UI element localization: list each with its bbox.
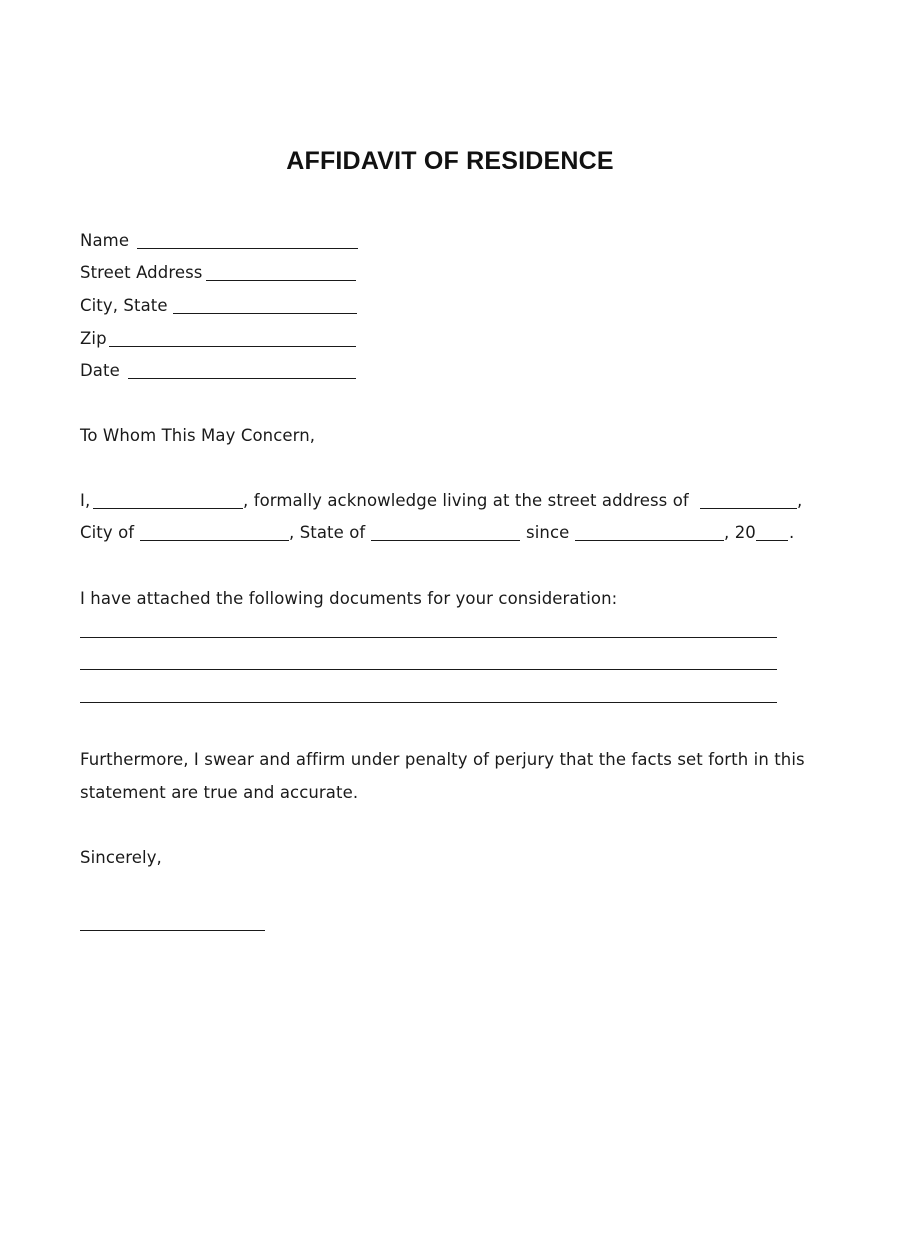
street-address-field[interactable] xyxy=(206,280,356,281)
city-field[interactable] xyxy=(140,540,289,541)
document-title: AFFIDAVIT OF RESIDENCE xyxy=(286,147,614,175)
city-state-field[interactable] xyxy=(173,313,357,314)
since-date-field[interactable] xyxy=(575,540,724,541)
attachments-intro: I have attached the following documents for your consideration: xyxy=(80,589,618,608)
name-field[interactable] xyxy=(137,248,358,249)
year-field[interactable] xyxy=(756,540,788,541)
zip-label: Zip xyxy=(80,329,107,348)
city-state-label: City, State xyxy=(80,296,168,315)
name-label: Name xyxy=(80,231,130,250)
attachment-line[interactable] xyxy=(80,702,777,703)
attachment-line[interactable] xyxy=(80,637,777,638)
statement-part1: , formally acknowledge living at the street address of xyxy=(243,491,689,510)
statement-end: . xyxy=(789,523,795,542)
year-prefix: , 20 xyxy=(724,523,756,542)
closing: Sincerely, xyxy=(80,848,162,867)
since-label: since xyxy=(526,523,570,542)
street-address-label: Street Address xyxy=(80,263,203,282)
salutation: To Whom This May Concern, xyxy=(80,426,316,445)
statement-prefix: I, xyxy=(80,491,91,510)
state-of-label: , State of xyxy=(289,523,366,542)
state-field[interactable] xyxy=(371,540,520,541)
statement-part2: , xyxy=(797,491,803,510)
date-label: Date xyxy=(80,361,120,380)
attachment-line[interactable] xyxy=(80,669,777,670)
affirmation-line-2: statement are true and accurate. xyxy=(80,783,359,802)
date-field[interactable] xyxy=(128,378,356,379)
zip-field[interactable] xyxy=(109,346,356,347)
street-address-statement-field[interactable] xyxy=(700,508,797,509)
city-of-label: City of xyxy=(80,523,135,542)
affirmation-line-1: Furthermore, I swear and affirm under penalty of perjury that the facts set forth in this xyxy=(80,750,805,769)
declarant-name-field[interactable] xyxy=(93,508,243,509)
signature-line[interactable] xyxy=(80,930,265,931)
